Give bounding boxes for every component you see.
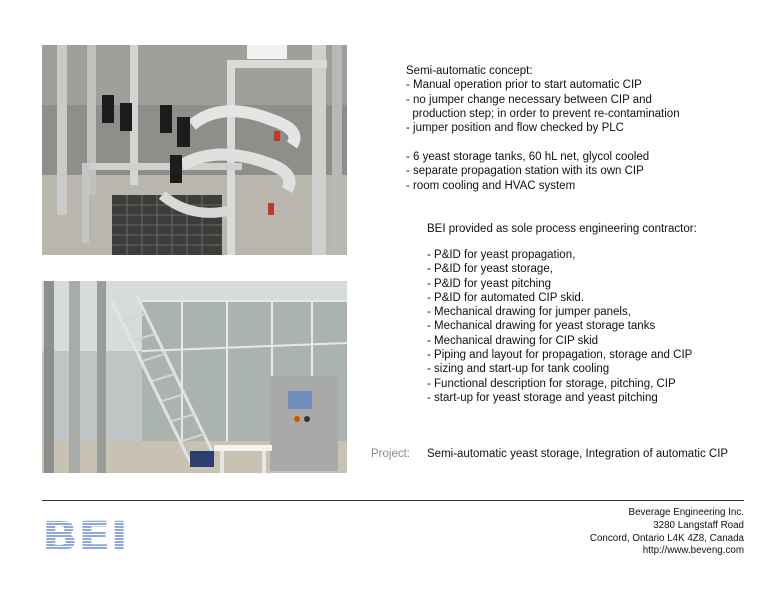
footer-divider xyxy=(42,500,744,501)
yeast-room-photo xyxy=(42,281,347,473)
project-label: Project: xyxy=(371,448,410,460)
website-link[interactable]: http://www.beveng.com xyxy=(642,545,744,557)
city-address: Concord, Ontario L4K 4Z8, Canada xyxy=(589,532,744,544)
jumper-panel-image xyxy=(42,45,347,255)
scope-item: - Mechanical drawing for CIP skid xyxy=(427,334,599,347)
project-name: Semi-automatic yeast storage, Integration of automatic CIP xyxy=(427,448,729,460)
jumper-panel-photo xyxy=(42,45,347,255)
company-address xyxy=(590,507,744,558)
spec-line: - separate propagation station with its own CIP xyxy=(406,165,644,178)
bei-scope-heading: BEI provided as sole process engineering contractor: xyxy=(427,223,697,235)
scope-item: - P&ID for yeast pitching xyxy=(427,277,551,290)
bei-scope-list xyxy=(427,248,692,405)
spec-line: - 6 yeast storage tanks, 60 hL net, glycol cooled xyxy=(406,151,650,163)
scope-item: - P&ID for yeast storage, xyxy=(427,263,553,276)
concept-line: - jumper position and flow checked by PLC xyxy=(406,122,624,135)
bei-logo-text: BEI xyxy=(42,517,128,553)
concept-line: - no jumper change necessary between CIP and xyxy=(406,93,652,106)
scope-item: - start-up for yeast storage and yeast pitching xyxy=(427,391,658,404)
bei-logo xyxy=(41,517,129,553)
scope-item: - Mechanical drawing for yeast storage tanks xyxy=(427,320,656,333)
system-specs xyxy=(406,150,649,193)
concept-line: - Manual operation prior to start automatic CIP xyxy=(406,79,642,92)
concept-line: production step; in order to prevent re-contamination xyxy=(406,107,680,120)
spec-line: - room cooling and HVAC system xyxy=(406,179,576,192)
scope-item: - Mechanical drawing for jumper panels, xyxy=(427,306,631,319)
scope-item: - Functional description for storage, pitching, CIP xyxy=(427,377,676,390)
scope-item: - Piping and layout for propagation, storage and CIP xyxy=(427,349,693,362)
scope-item: - P&ID for automated CIP skid. xyxy=(427,291,585,304)
company-name: Beverage Engineering Inc. xyxy=(628,507,744,518)
scope-item: - sizing and start-up for tank cooling xyxy=(427,363,610,376)
semi-automatic-concept xyxy=(406,64,680,135)
street-address: 3280 Langstaff Road xyxy=(653,519,744,531)
yeast-room-image xyxy=(42,281,347,473)
scope-item: - P&ID for yeast propagation, xyxy=(427,249,576,261)
concept-line: Semi-automatic concept: xyxy=(406,65,533,77)
